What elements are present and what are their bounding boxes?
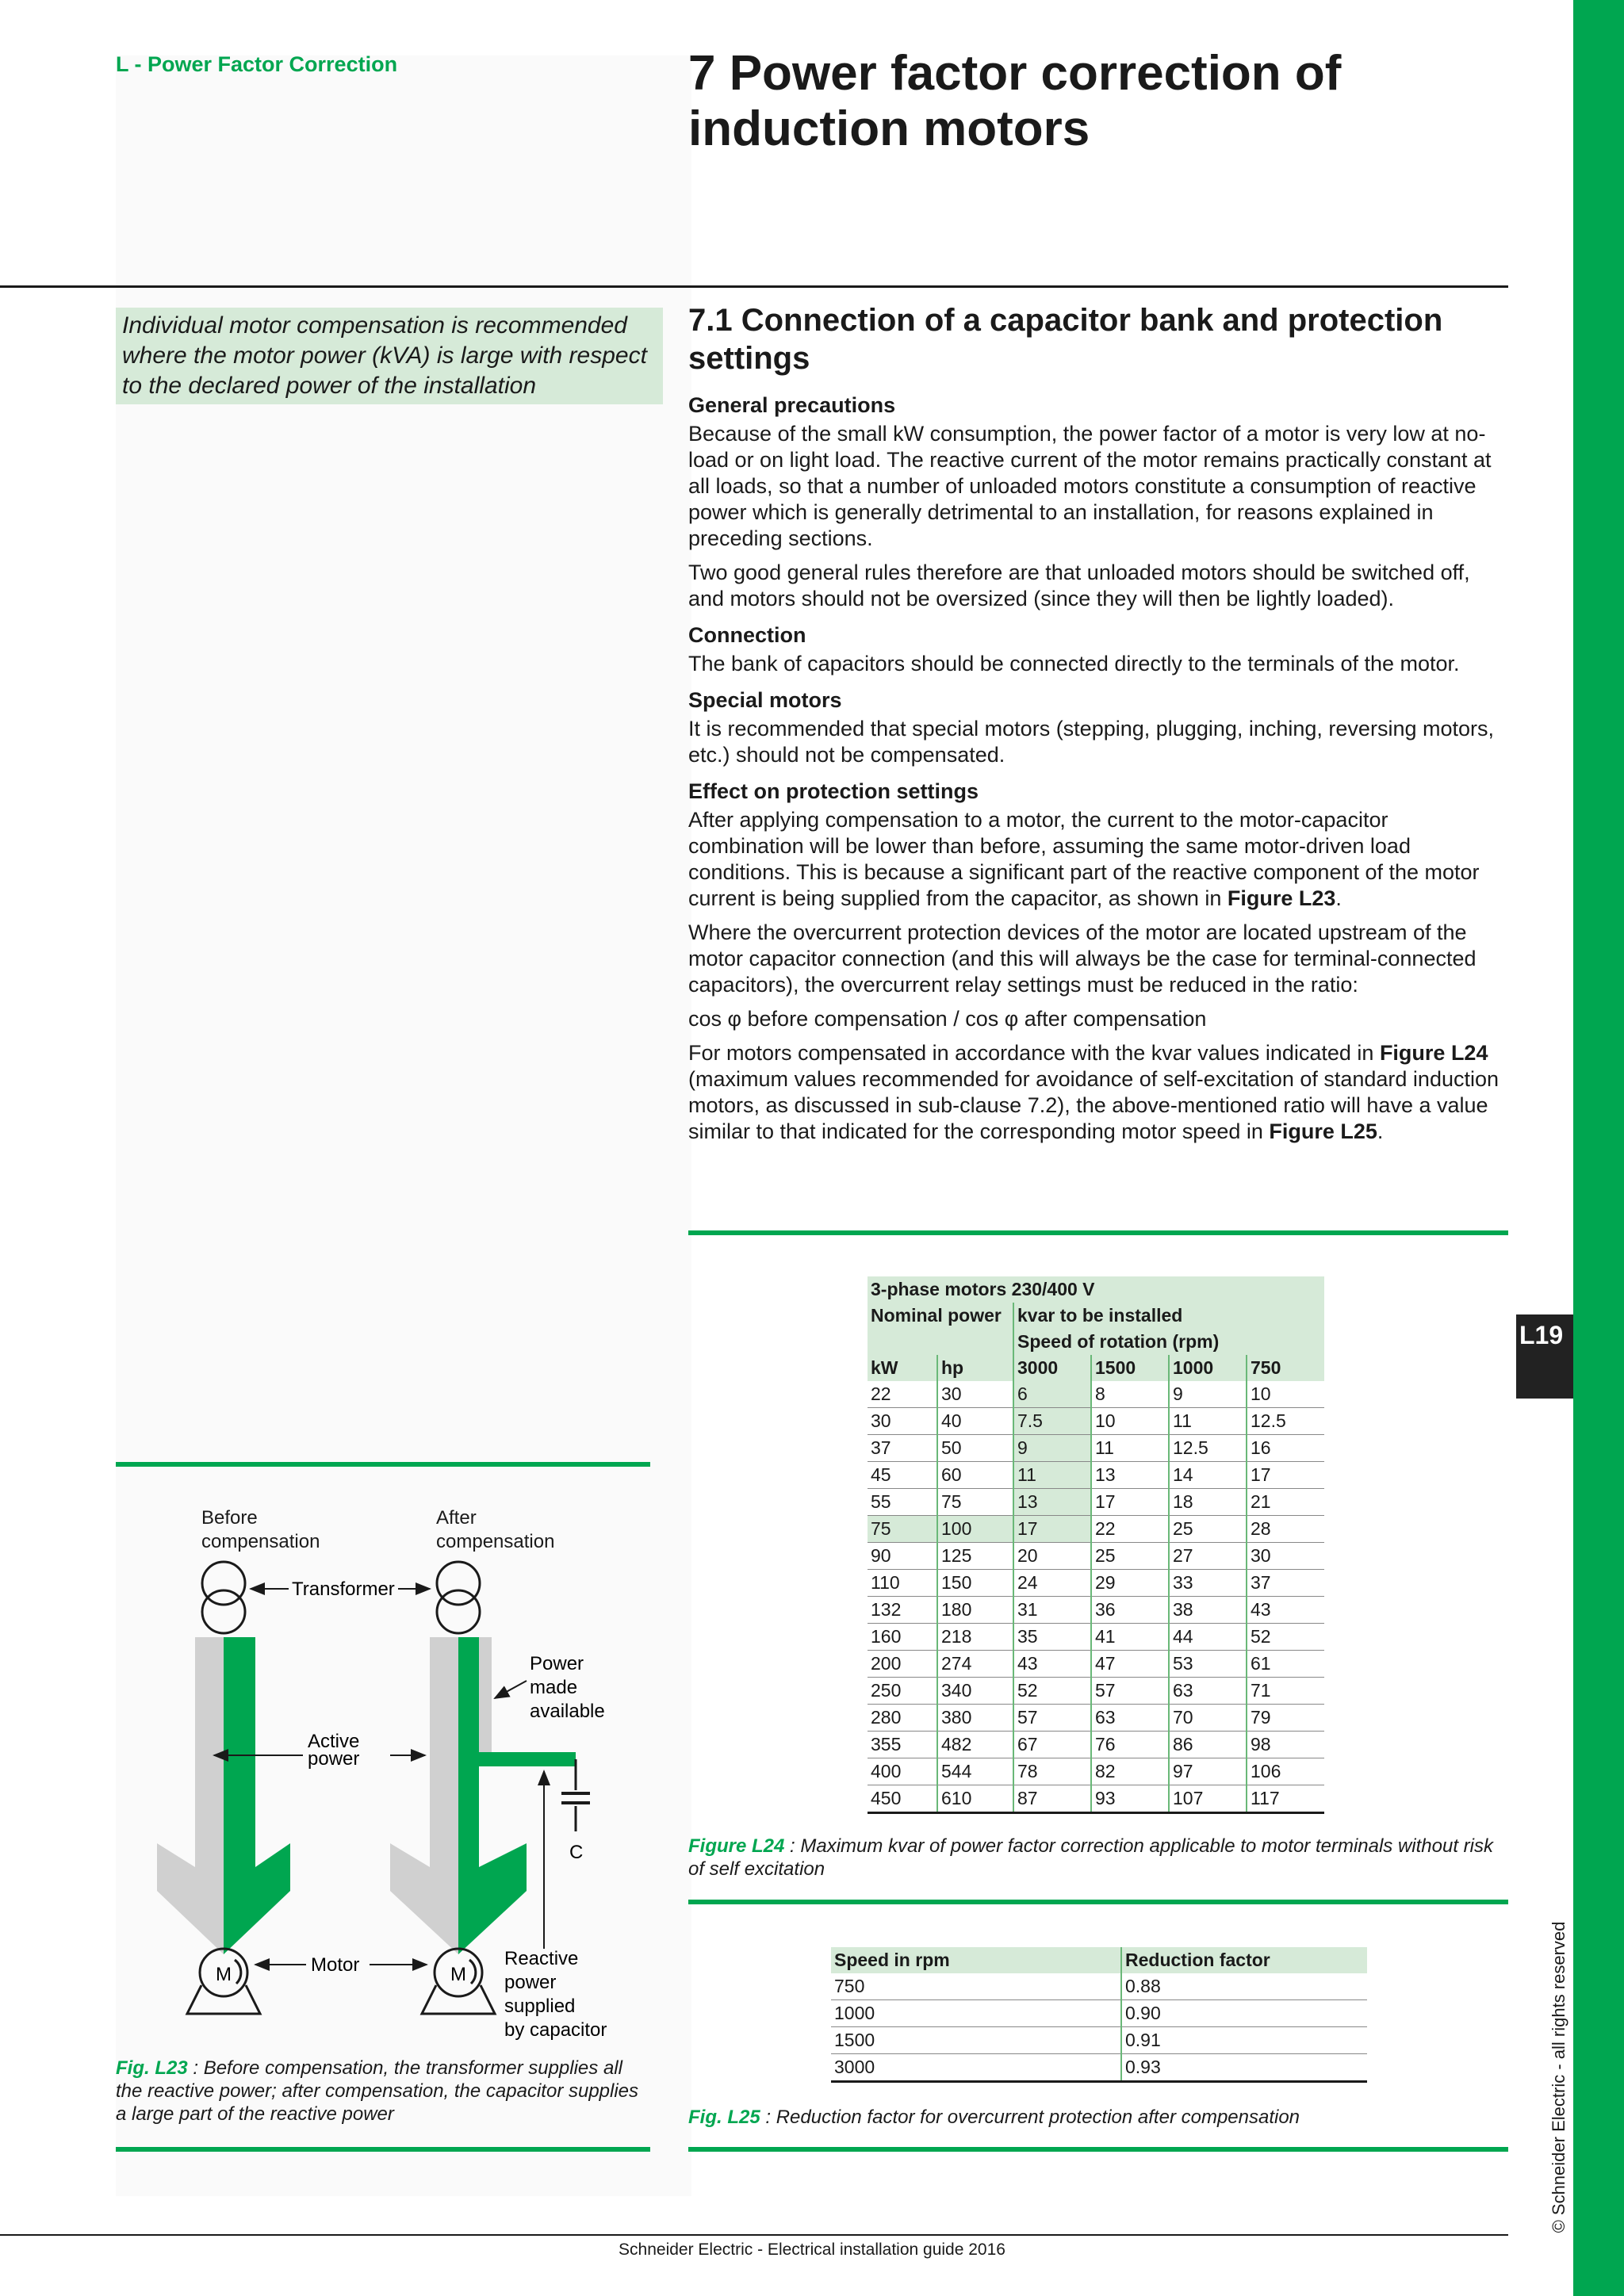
table-cell: 10 <box>1091 1408 1169 1435</box>
table-cell: 50 <box>937 1435 1013 1462</box>
subheading-general-precautions: General precautions <box>688 393 896 417</box>
table-cell: 93 <box>1091 1785 1169 1813</box>
label-motor: Motor <box>311 1954 360 1976</box>
table-cell: 76 <box>1091 1732 1169 1758</box>
active-power-arrow <box>224 1637 290 1954</box>
label-reactive-power: power <box>504 1972 557 1993</box>
label-capacitor: C <box>569 1842 584 1863</box>
table-row <box>868 1732 1324 1758</box>
table-cell: 7.5 <box>1013 1408 1091 1435</box>
table-cell: 44 <box>1169 1624 1247 1651</box>
table-cell: 218 <box>937 1624 1013 1651</box>
motor-symbol: M <box>216 1964 232 1985</box>
table-row <box>831 2000 1367 2027</box>
label-before: Before <box>201 1507 258 1529</box>
table-cell: 43 <box>1247 1597 1324 1624</box>
table-row <box>868 1489 1324 1516</box>
table-cell: 355 <box>868 1732 937 1758</box>
fig-l24-caption: Figure L24 : Maximum kvar of power factor correction applicable to motor terminals without risk of self excitation <box>688 1835 1494 1880</box>
table-row <box>868 1570 1324 1597</box>
speed-header: Speed in rpm <box>831 1947 1121 1973</box>
table-cell: 79 <box>1247 1705 1324 1732</box>
table-cell: 200 <box>868 1651 937 1678</box>
page-number-tab: L19 <box>1516 1314 1573 1399</box>
table-cell: 150 <box>937 1570 1013 1597</box>
table-row <box>868 1462 1324 1489</box>
table-row <box>868 1597 1324 1624</box>
table-cell: 31 <box>1013 1597 1091 1624</box>
label-power-made-available: available <box>530 1701 605 1722</box>
label-reactive-power: Reactive <box>504 1948 579 1969</box>
reactive-power-arrow <box>390 1637 458 1954</box>
fig-l25-caption: Fig. L25 : Reduction factor for overcurrent protection after compensation <box>688 2107 1300 2128</box>
table-cell: 43 <box>1013 1651 1091 1678</box>
table-cell: 25 <box>1169 1516 1247 1543</box>
table-cell: 0.90 <box>1121 2000 1367 2027</box>
table-cell: 100 <box>937 1516 1013 1543</box>
table-cell: 8 <box>1091 1381 1169 1408</box>
table-cell: 38 <box>1169 1597 1247 1624</box>
table-cell: 82 <box>1091 1758 1169 1785</box>
label-power-made-available: made <box>530 1677 578 1698</box>
table-cell: 75 <box>868 1516 937 1543</box>
paragraph: After applying compensation to a motor, the current to the motor-capacitor combination will be lower than before, assuming the same motor-driven load conditions. This is because a significant part of the reactive component of the motor current is being supplied from the capacitor, as shown in Figure L23. <box>688 808 1480 910</box>
table-cell: 12.5 <box>1169 1435 1247 1462</box>
table-cell: 117 <box>1247 1785 1324 1813</box>
column-header: 1000 <box>1169 1355 1247 1381</box>
table-cell: 106 <box>1247 1758 1324 1785</box>
table-cell: 14 <box>1169 1462 1247 1489</box>
paragraph: Two good general rules therefore are that unloaded motors should be switched off, and motors should not be oversized (since they will then be lightly loaded). <box>688 561 1470 610</box>
reactive-power-arrow <box>157 1637 224 1954</box>
formula: cos φ before compensation / cos φ after compensation <box>688 1007 1207 1031</box>
table-cell: 17 <box>1247 1462 1324 1489</box>
table-cell: 9 <box>1169 1381 1247 1408</box>
table-cell: 750 <box>831 1973 1121 2000</box>
table-cell: 21 <box>1247 1489 1324 1516</box>
label-active-power: power <box>308 1748 360 1770</box>
table-cell: 86 <box>1169 1732 1247 1758</box>
table-cell: 52 <box>1013 1678 1091 1705</box>
table-cell: 45 <box>868 1462 937 1489</box>
table-cell: 97 <box>1169 1758 1247 1785</box>
table-cell: 450 <box>868 1785 937 1813</box>
table-cell: 1000 <box>831 2000 1121 2027</box>
table-cell: 17 <box>1013 1516 1091 1543</box>
paragraph: For motors compensated in accordance with the kvar values indicated in Figure L24 (maximum values recommended for avoidance of self-excitation of standard induction motors, as discussed in sub-clause 7.2), the above-mentioned ratio will have a value similar to that indicated for the corresponding motor speed in Figure L25. <box>688 1041 1500 1143</box>
table-row <box>868 1408 1324 1435</box>
table-cell: 12.5 <box>1247 1408 1324 1435</box>
label-after: After <box>436 1507 477 1529</box>
table-cell: 36 <box>1091 1597 1169 1624</box>
table-row <box>868 1516 1324 1543</box>
label-reactive-power: supplied <box>504 1996 576 2017</box>
paragraph: Because of the small kW consumption, the power factor of a motor is very low at no-load or on light load. The reactive current of the motor remains practically constant at all loads, so that a number of unloaded motors constitute a consumption of reactive power which is generally detrimental to an installation, for reasons explained in preceding sections. <box>688 422 1492 550</box>
table-cell: 37 <box>1247 1570 1324 1597</box>
table-group-header: 3-phase motors 230/400 V <box>868 1276 1324 1303</box>
table-row <box>868 1651 1324 1678</box>
table-cell: 98 <box>1247 1732 1324 1758</box>
label-transformer: Transformer <box>292 1578 395 1600</box>
fig-l23-diagram <box>116 1490 650 2069</box>
table-cell: 24 <box>1013 1570 1091 1597</box>
table-cell: 610 <box>937 1785 1013 1813</box>
table-cell: 28 <box>1247 1516 1324 1543</box>
table-cell: 27 <box>1169 1543 1247 1570</box>
table-cell: 18 <box>1169 1489 1247 1516</box>
table-cell: 9 <box>1013 1435 1091 1462</box>
table-cell: 107 <box>1169 1785 1247 1813</box>
table-row <box>868 1381 1324 1408</box>
table-cell: 53 <box>1169 1651 1247 1678</box>
table-row <box>868 1678 1324 1705</box>
table-cell: 78 <box>1013 1758 1091 1785</box>
subheading-special-motors: Special motors <box>688 688 842 712</box>
table-cell: 70 <box>1169 1705 1247 1732</box>
figure-reference[interactable]: Figure L24 <box>1379 1041 1488 1065</box>
table-cell: 16 <box>1247 1435 1324 1462</box>
kvar-header: kvar to be installed <box>1013 1303 1324 1329</box>
column-header: 1500 <box>1091 1355 1169 1381</box>
fig-l23-caption: Fig. L23 : Before compensation, the transformer supplies all the reactive power; after compensation, the capacitor supplies a large part of the reactive power <box>116 2057 639 2125</box>
fig-l25-table <box>831 1947 1367 2083</box>
table-cell: 41 <box>1091 1624 1169 1651</box>
table-cell: 400 <box>868 1758 937 1785</box>
table-cell: 0.88 <box>1121 1973 1367 2000</box>
table-row <box>868 1624 1324 1651</box>
figure-rule <box>688 1230 1508 1235</box>
table-cell: 61 <box>1247 1651 1324 1678</box>
nominal-power-header: Nominal power <box>868 1303 1013 1329</box>
side-note: Individual motor compensation is recommended where the motor power (kVA) is large with respect to the declared power of the installation <box>116 308 663 404</box>
table-cell: 22 <box>1091 1516 1169 1543</box>
table-row <box>868 1543 1324 1570</box>
label-after: compensation <box>436 1531 555 1552</box>
table-cell: 35 <box>1013 1624 1091 1651</box>
column-header: hp <box>937 1355 1013 1381</box>
column-header: 3000 <box>1013 1355 1091 1381</box>
table-cell: 22 <box>868 1381 937 1408</box>
table-cell: 30 <box>1247 1543 1324 1570</box>
table-row <box>831 2054 1367 2082</box>
chapter-title: 7 Power factor correction of induction motors <box>688 46 1342 156</box>
table-cell: 52 <box>1247 1624 1324 1651</box>
table-cell: 57 <box>1013 1705 1091 1732</box>
main-content <box>688 301 1508 1153</box>
footer-rule <box>0 2234 1508 2236</box>
table-cell: 60 <box>937 1462 1013 1489</box>
table-cell: 47 <box>1091 1651 1169 1678</box>
label-power-made-available: Power <box>530 1653 584 1674</box>
table-cell: 29 <box>1091 1570 1169 1597</box>
table-cell: 0.91 <box>1121 2027 1367 2054</box>
table-cell: 11 <box>1013 1462 1091 1489</box>
column-header: kW <box>868 1355 937 1381</box>
figure-reference[interactable]: Figure L23 <box>1227 886 1336 910</box>
paragraph: The bank of capacitors should be connected directly to the terminals of the motor. <box>688 652 1460 675</box>
table-cell: 274 <box>937 1651 1013 1678</box>
reduction-header: Reduction factor <box>1121 1947 1367 1973</box>
table-cell: 544 <box>937 1758 1013 1785</box>
table-cell: 132 <box>868 1597 937 1624</box>
subheading-connection: Connection <box>688 623 806 647</box>
figure-reference[interactable]: Figure L25 <box>1269 1119 1377 1143</box>
table-cell: 20 <box>1013 1543 1091 1570</box>
table-row <box>831 1973 1367 2000</box>
table-cell: 125 <box>937 1543 1013 1570</box>
table-cell: 160 <box>868 1624 937 1651</box>
table-cell: 90 <box>868 1543 937 1570</box>
table-cell: 30 <box>868 1408 937 1435</box>
table-cell: 11 <box>1091 1435 1169 1462</box>
subheading-effect-on-protection: Effect on protection settings <box>688 779 979 803</box>
table-cell: 10 <box>1247 1381 1324 1408</box>
table-cell: 17 <box>1091 1489 1169 1516</box>
table-cell: 25 <box>1091 1543 1169 1570</box>
fig-l24-table <box>868 1276 1324 1814</box>
label-reactive-power: by capacitor <box>504 2019 607 2041</box>
table-cell: 63 <box>1169 1678 1247 1705</box>
label-before: compensation <box>201 1531 320 1552</box>
header-rule <box>0 285 1508 288</box>
table-cell: 13 <box>1013 1489 1091 1516</box>
table-cell: 40 <box>937 1408 1013 1435</box>
figure-rule <box>688 2147 1508 2152</box>
table-cell: 57 <box>1091 1678 1169 1705</box>
figure-rule <box>688 1900 1508 1904</box>
paragraph: Where the overcurrent protection devices of the motor are located upstream of the motor capacitor connection (and this will always be the case for terminal-connected capacitors), the overcurrent relay settings must be reduced in the ratio: <box>688 920 1477 997</box>
paragraph: It is recommended that special motors (stepping, plugging, inching, reversing motors, etc.) should not be compensated. <box>688 717 1494 767</box>
table-cell: 110 <box>868 1570 937 1597</box>
table-cell: 340 <box>937 1678 1013 1705</box>
table-cell: 250 <box>868 1678 937 1705</box>
table-cell: 75 <box>937 1489 1013 1516</box>
speed-header: Speed of rotation (rpm) <box>1013 1329 1324 1355</box>
table-cell: 33 <box>1169 1570 1247 1597</box>
table-cell: 1500 <box>831 2027 1121 2054</box>
figure-rule <box>116 1462 650 1467</box>
motor-symbol: M <box>450 1964 466 1985</box>
table-cell: 6 <box>1013 1381 1091 1408</box>
table-cell: 482 <box>937 1732 1013 1758</box>
table-cell: 37 <box>868 1435 937 1462</box>
table-cell: 380 <box>937 1705 1013 1732</box>
table-cell: 30 <box>937 1381 1013 1408</box>
side-accent-bar <box>1573 0 1624 2296</box>
table-cell: 11 <box>1169 1408 1247 1435</box>
table-row <box>831 2027 1367 2054</box>
column-header: 750 <box>1247 1355 1324 1381</box>
table-cell: 63 <box>1091 1705 1169 1732</box>
figure-rule <box>116 2147 650 2152</box>
table-cell: 67 <box>1013 1732 1091 1758</box>
section-label: L - Power Factor Correction <box>116 52 398 76</box>
copyright-notice: © Schneider Electric - all rights reserved <box>1549 1921 1568 2233</box>
table-row <box>868 1705 1324 1732</box>
table-cell: 0.93 <box>1121 2054 1367 2082</box>
table-cell: 87 <box>1013 1785 1091 1813</box>
table-row <box>868 1758 1324 1785</box>
table-cell: 55 <box>868 1489 937 1516</box>
table-cell: 71 <box>1247 1678 1324 1705</box>
table-row <box>868 1785 1324 1813</box>
table-cell: 13 <box>1091 1462 1169 1489</box>
section-heading: 7.1 Connection of a capacitor bank and protection settings <box>688 303 1443 376</box>
table-row <box>868 1435 1324 1462</box>
label-active-power: Active <box>308 1731 360 1752</box>
page-footer: Schneider Electric - Electrical installation guide 2016 <box>619 2241 1005 2259</box>
table-cell: 180 <box>937 1597 1013 1624</box>
table-cell: 3000 <box>831 2054 1121 2082</box>
table-cell: 280 <box>868 1705 937 1732</box>
